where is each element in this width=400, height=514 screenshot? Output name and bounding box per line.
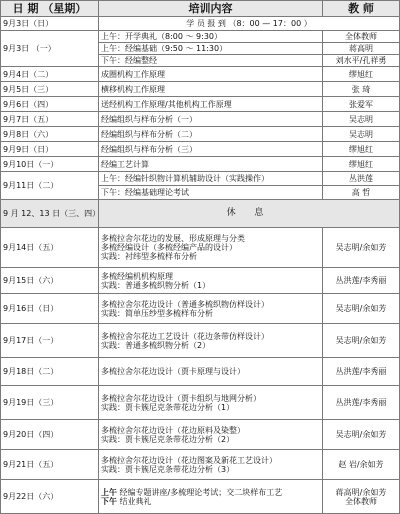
row-teacher: 丛洪莲 (323, 172, 400, 186)
row-content-line: 上午：开学典礼（8:00 ～ 9:30） (99, 31, 323, 43)
row-teacher: 高 哲 (323, 186, 400, 200)
afternoon-text: 结业典礼 (117, 496, 152, 506)
table-row (1, 228, 400, 268)
row-content-line: 上午：经编针织物计算机辅助设计（实践操作） (99, 172, 323, 186)
row-date: 9月18日（二） (1, 358, 99, 386)
row-teacher: 张 琦 (323, 82, 400, 97)
row-content: 经编组织与样布分析（一） (99, 112, 323, 127)
header-content: 培训内容 (99, 1, 323, 17)
row-content (99, 268, 323, 294)
table-row (1, 142, 400, 157)
row-content-line: 上午：经编基础（9:50 ～ 11:30） (99, 43, 323, 55)
row-content (99, 228, 323, 268)
row-teacher: 张爱军 (323, 97, 400, 112)
table-row (1, 82, 400, 97)
row-content (99, 480, 323, 514)
row-teacher: 丛洪莲/李秀丽 (323, 358, 400, 386)
row-date: 9月16日（日） (1, 294, 99, 324)
row-date: 9月6日（四） (1, 97, 99, 112)
table-row (1, 268, 400, 294)
row-content-line: 多梳拉舍尔花边设计（贾卡原理与设计） (101, 367, 245, 376)
row-teacher: 吴志明/余如芳 (323, 420, 400, 450)
row-teacher: 吴志明/余如芳 (323, 294, 400, 324)
row-content-line: 下午：经编整经 (99, 55, 323, 67)
morning-label: 上午 (101, 487, 117, 497)
table-row (1, 67, 400, 82)
row-date: 9月3日（日） (1, 17, 99, 31)
row-content-line: 多梳拉舍尔花边设计（贾卡组织与地网分析） (101, 393, 261, 403)
row-date: 9月17日（一） (1, 324, 99, 358)
row-date: 9月4日（二） (1, 67, 99, 82)
row-content (99, 420, 323, 450)
afternoon-label: 下午 (101, 496, 117, 506)
row-date: 9月19日（三） (1, 386, 99, 420)
row-date: 9月10日（一） (1, 157, 99, 172)
table-row (1, 157, 400, 172)
row-date: 9月11日（二） (1, 172, 99, 200)
table-row (1, 127, 400, 142)
row-content: 经编组织与样布分析（二） (99, 127, 323, 142)
row-teacher: 丛洪莲/李秀丽 (323, 386, 400, 420)
table-row (1, 112, 400, 127)
row-content-line: 多梳拉舍尔花边工艺设计（花边条带仿样设计） (101, 331, 269, 341)
row-content-line: 实践：衬纬型多梳样布分析 (101, 252, 197, 261)
row-content-line: 多梳经编机机构原理 (101, 271, 173, 281)
row-content-line: 实践：贾卡簇尼克条带花边分析（1） (101, 402, 235, 412)
row-teacher-line: 全体教师 (345, 496, 377, 506)
row-teacher: 吴志明 (323, 112, 400, 127)
row-content (99, 386, 323, 420)
row-teacher: 缪旭红 (323, 157, 400, 172)
row-content: 送经机构工作原理/其他机构工作原理 (99, 97, 323, 112)
table-row (1, 386, 400, 420)
row-date: 9 月 12、13 日（三、四） (1, 200, 99, 228)
morning-text: 经编专题讲座/多梳理论考试；交二块样布工艺 (117, 487, 283, 497)
row-date: 9月3日 （一） (1, 31, 99, 67)
row-content-line: 多梳拉舍尔花边设计（花边图案及新花工艺设计） (101, 455, 277, 465)
row-teacher: 吴志明 (323, 127, 400, 142)
table-row (1, 172, 400, 186)
row-date: 9月7日（五） (1, 112, 99, 127)
row-content-line: 实践：普通多梳织物分析（2） (101, 340, 211, 350)
table-row (1, 294, 400, 324)
table-row (1, 31, 400, 43)
row-content: 休 息 (99, 200, 400, 228)
row-date: 9月9日（日） (1, 142, 99, 157)
row-content: 学 员 报 到 （8：00 — 17：00 ） (99, 17, 400, 31)
table-row (1, 450, 400, 480)
row-date: 9月8日（六） (1, 127, 99, 142)
table-header-row (1, 1, 400, 17)
row-content-line: 下午：经编基础理论考试 (99, 186, 323, 200)
row-content-line: 多梳拉舍尔花边的发展、形成原理与分类 (101, 234, 245, 243)
row-content-line: 实践：贾卡簇尼克条带花边分析（3） (101, 464, 235, 474)
row-teacher-line: 蒋高明/余如芳 (335, 487, 387, 497)
row-content-line: 多梳拉舍尔花边设计（花边原料及染整） (101, 425, 245, 435)
row-teacher: 缪旭红 (323, 67, 400, 82)
row-teacher: 蒋高明 (323, 43, 400, 55)
row-teacher: 赵 岩/余如芳 (323, 450, 400, 480)
row-teacher: 全体教师 (323, 31, 400, 43)
row-content (99, 294, 323, 324)
row-content-line: 实践：贾卡簇尼克条带花边分析（2） (101, 434, 235, 444)
row-teacher: 吴志明/余如芳 (323, 228, 400, 268)
table-row (1, 17, 400, 31)
row-date: 9月20日（四） (1, 420, 99, 450)
row-teacher (323, 480, 400, 514)
row-content-line (101, 488, 320, 497)
table-row (1, 97, 400, 112)
row-date: 9月14日（五） (1, 228, 99, 268)
row-content: 成圈机构工作原理 (99, 67, 323, 82)
row-teacher: 缪旭红 (323, 142, 400, 157)
table-row (1, 358, 400, 386)
table-row (1, 324, 400, 358)
header-teacher: 教 师 (323, 1, 400, 17)
row-content-line: 多梳拉舍尔花边设计（普通多梳织物仿样设计） (101, 299, 269, 309)
row-content: 经编组织与样布分析（三） (99, 142, 323, 157)
row-content (99, 450, 323, 480)
table-row (1, 480, 400, 514)
row-content: 横移机构工作原理 (99, 82, 323, 97)
row-teacher: 刘水平/孔祥勇 (323, 55, 400, 67)
row-content (99, 324, 323, 358)
row-teacher: 吴志明/余如芳 (323, 324, 400, 358)
row-teacher: 丛洪莲/李秀丽 (323, 268, 400, 294)
row-date: 9月21日（五） (1, 450, 99, 480)
table-row (1, 420, 400, 450)
row-content-line: 实践：简单压纱型多梳样布分析 (101, 308, 213, 318)
header-date: 日 期 （星期） (1, 1, 99, 17)
row-date: 9月15日（六） (1, 268, 99, 294)
row-content (99, 358, 323, 386)
row-content-line (101, 497, 320, 506)
row-date: 9月5日（三） (1, 82, 99, 97)
row-content-line: 实践：普通多梳织物分析（1） (101, 280, 211, 290)
row-content-line: 多梳经编设计（多梳经编产品的设计） (101, 243, 237, 252)
table-row (1, 200, 400, 228)
row-content: 经编工艺计算 (99, 157, 323, 172)
row-date: 9月22日（六） (1, 480, 99, 514)
